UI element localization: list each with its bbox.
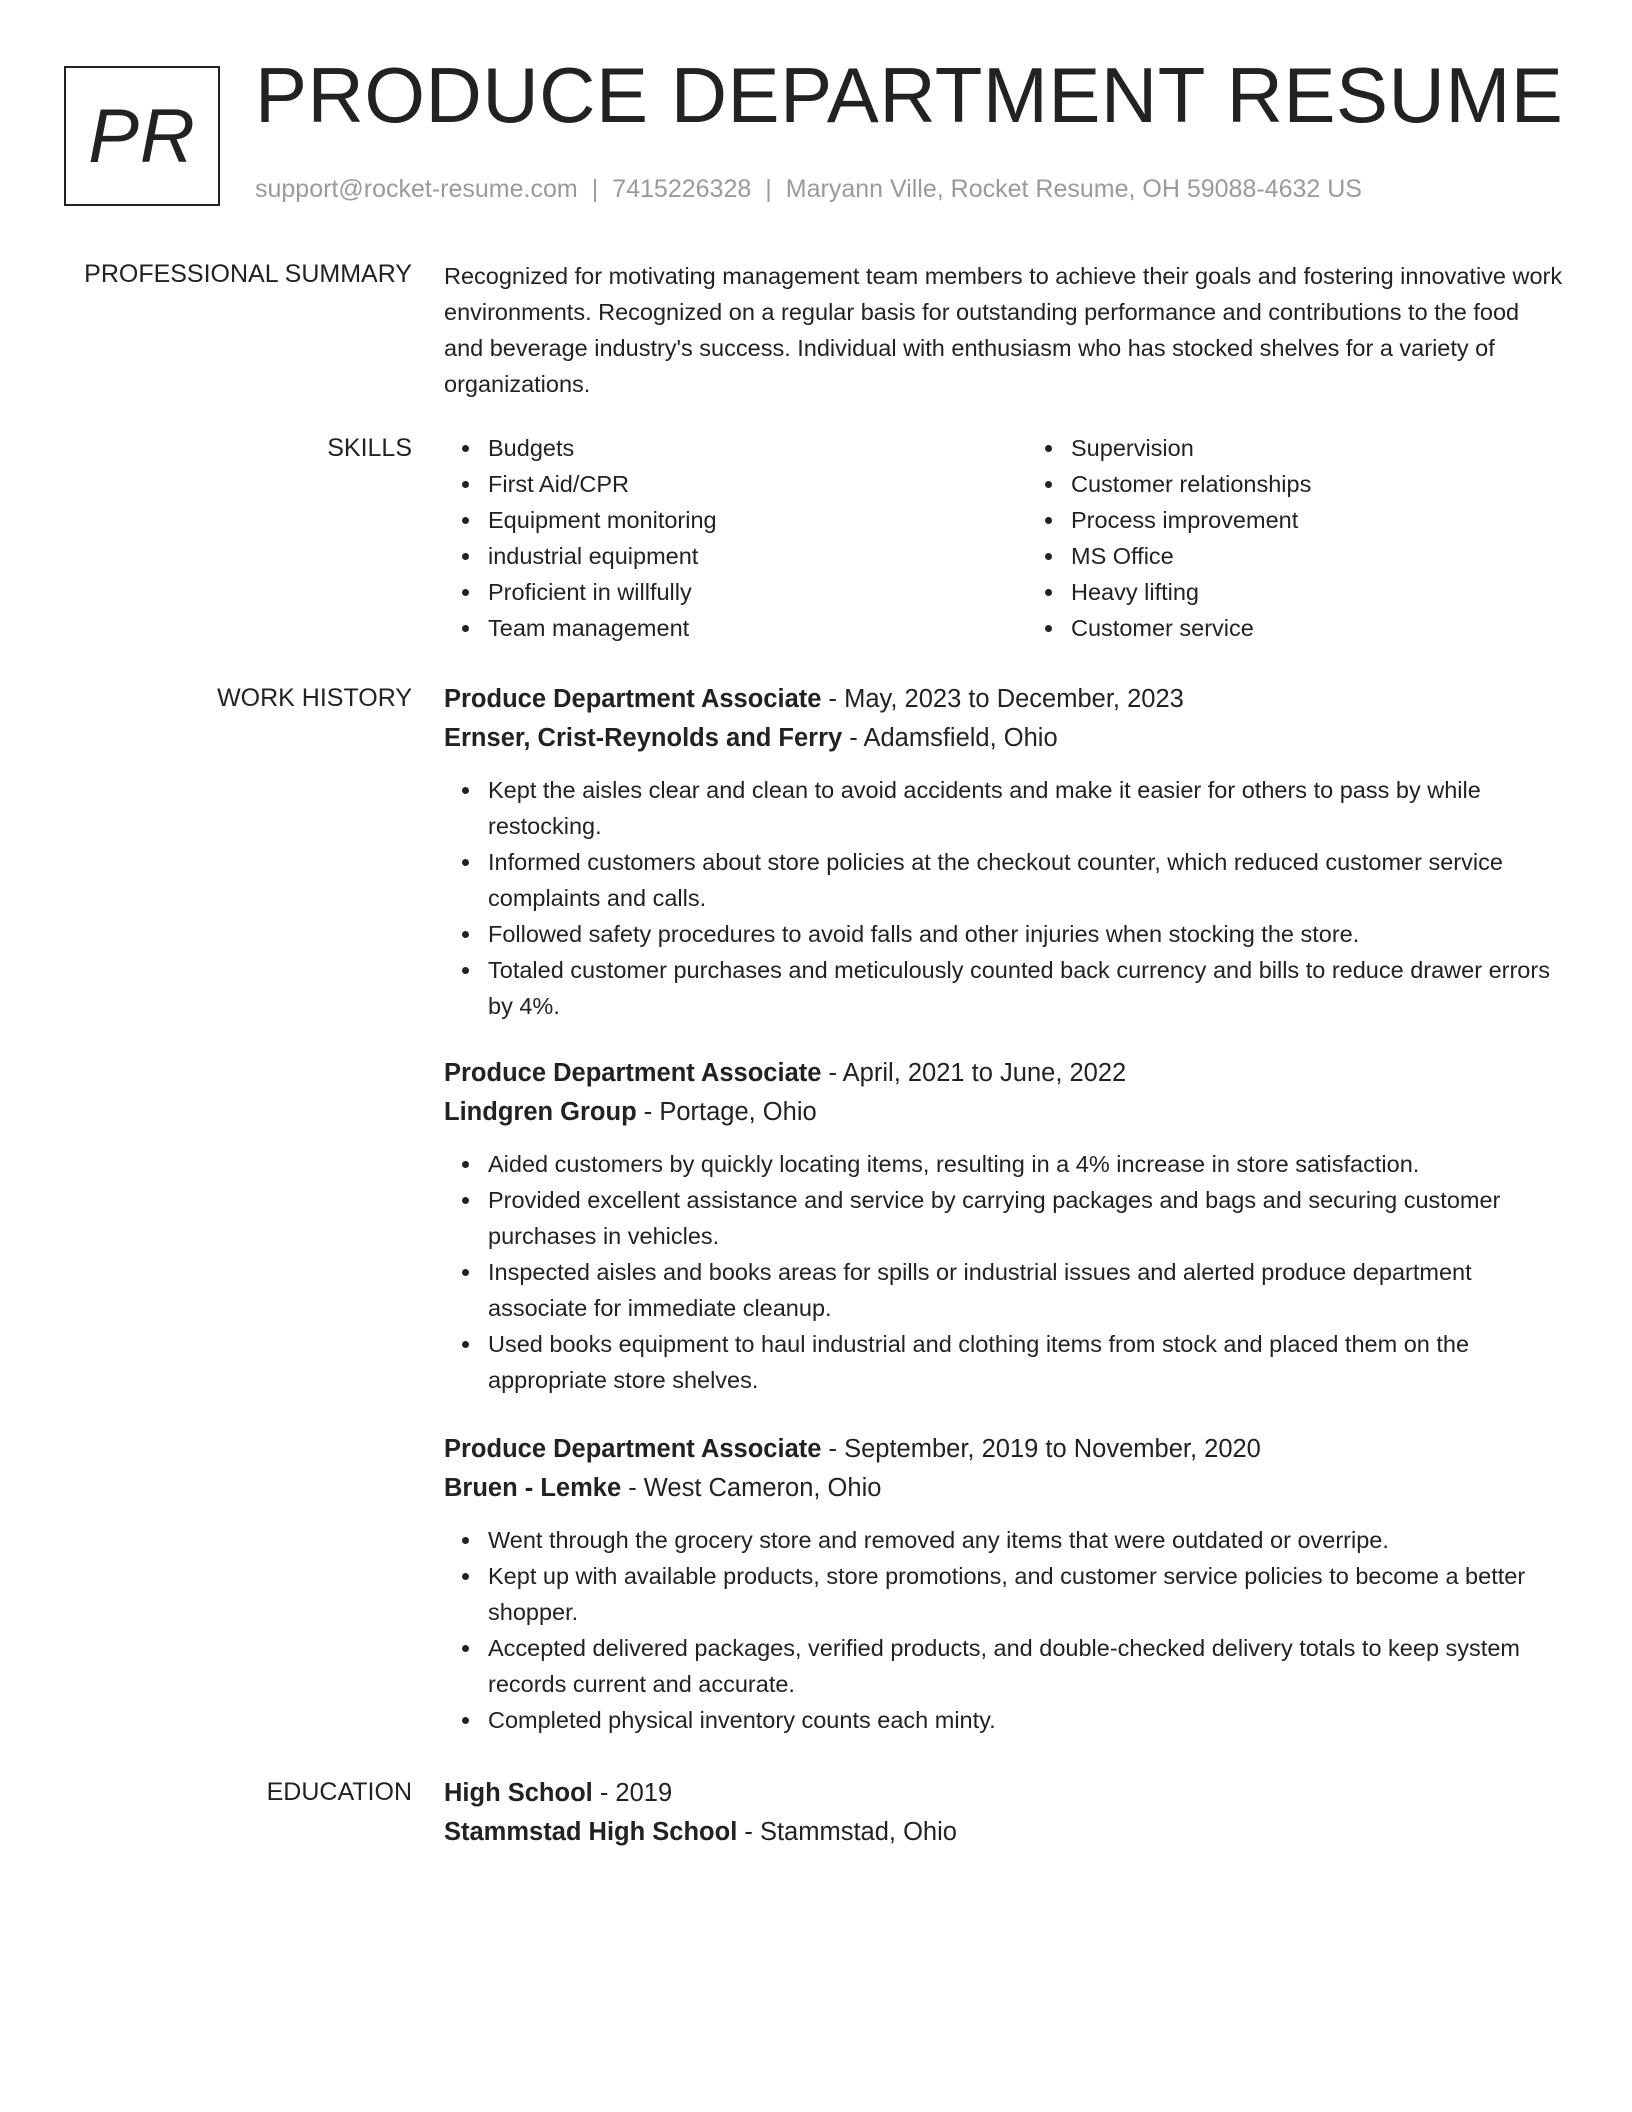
education-school: Stammstad High School	[444, 1818, 738, 1846]
skill-item: Heavy lifting	[1071, 574, 1564, 610]
skill-item: MS Office	[1071, 538, 1564, 574]
skills-list	[444, 430, 1564, 646]
monogram: PR	[64, 66, 220, 206]
job-bullets	[444, 1522, 1564, 1738]
skill-item: Process improvement	[1071, 502, 1564, 538]
skill-item: Budgets	[488, 430, 981, 466]
job-title: Produce Department Associate	[444, 1435, 822, 1463]
job-bullet: Completed physical inventory counts each minty.	[488, 1702, 1564, 1738]
job-bullet: Used books equipment to haul industrial and clothing items from stock and placed them on the appropriate store shelves.	[488, 1326, 1564, 1398]
job-company: Lindgren Group	[444, 1098, 637, 1126]
job-location: - Portage, Ohio	[636, 1098, 817, 1126]
separator: |	[591, 175, 599, 203]
job-location: - Adamsfield, Ohio	[842, 724, 1058, 752]
section-label-summary: PROFESSIONAL SUMMARY	[84, 260, 412, 288]
skill-item: Customer service	[1071, 610, 1564, 646]
job-title-line	[444, 680, 1564, 719]
job-bullet: Informed customers about store policies at the checkout counter, which reduced customer service complaints and calls.	[488, 844, 1564, 916]
job-dates: - April, 2021 to June, 2022	[821, 1059, 1127, 1087]
section-label-work-history: WORK HISTORY	[217, 684, 412, 712]
job-title: Produce Department Associate	[444, 1059, 822, 1087]
job-bullet: Kept the aisles clear and clean to avoid accidents and make it easier for others to pass by while restocking.	[488, 772, 1564, 844]
job-entry	[444, 680, 1564, 1024]
skills-column-left	[444, 430, 981, 646]
job-title: Produce Department Associate	[444, 685, 822, 713]
phone[interactable]: 7415226328	[612, 175, 752, 203]
job-bullet: Kept up with available products, store promotions, and customer service policies to become a better shopper.	[488, 1558, 1564, 1630]
skill-item: industrial equipment	[488, 538, 981, 574]
job-company-line	[444, 1469, 1564, 1508]
job-title-line	[444, 1054, 1564, 1093]
job-company-line	[444, 1093, 1564, 1132]
education-degree: High School	[444, 1779, 593, 1807]
separator: |	[765, 175, 772, 203]
skill-item: First Aid/CPR	[488, 466, 981, 502]
skill-item: Customer relationships	[1071, 466, 1564, 502]
job-dates: - May, 2023 to December, 2023	[821, 685, 1184, 713]
job-bullet: Followed safety procedures to avoid falls and other injuries when stocking the store.	[488, 916, 1564, 952]
job-bullet: Totaled customer purchases and meticulously counted back currency and bills to reduce drawer errors by 4%.	[488, 952, 1564, 1024]
skills-column-right	[1027, 430, 1564, 646]
job-bullets	[444, 1146, 1564, 1398]
education-school-line	[444, 1813, 1564, 1852]
skill-item: Team management	[488, 610, 981, 646]
section-label-skills: SKILLS	[327, 434, 412, 462]
resume-title: PRODUCE DEPARTMENT RESUME	[255, 51, 1564, 139]
skill-item: Equipment monitoring	[488, 502, 981, 538]
education-location: - Stammstad, Ohio	[737, 1818, 957, 1846]
section-label-education: EDUCATION	[266, 1778, 412, 1806]
job-company: Bruen - Lemke	[444, 1474, 622, 1502]
job-bullets	[444, 772, 1564, 1024]
job-bullet: Went through the grocery store and removed any items that were outdated or overripe.	[488, 1522, 1564, 1558]
job-company: Ernser, Crist-Reynolds and Ferry	[444, 724, 843, 752]
job-bullet: Provided excellent assistance and service by carrying packages and bags and securing customer purchases in vehicles.	[488, 1182, 1564, 1254]
job-location: - West Cameron, Ohio	[621, 1474, 882, 1502]
job-entry	[444, 1430, 1564, 1738]
address: Maryann Ville, Rocket Resume, OH 59088-4632 US	[785, 175, 1362, 203]
education-year: - 2019	[592, 1779, 673, 1807]
email[interactable]: support@rocket-resume.com	[255, 175, 578, 203]
education-degree-line	[444, 1774, 1564, 1813]
job-dates: - September, 2019 to November, 2020	[821, 1435, 1261, 1463]
job-entry	[444, 1054, 1564, 1398]
summary-text: Recognized for motivating management team members to achieve their goals and fostering innovative work environments. Recognized on a regular basis for outstanding performance and contributions to the food and beverage industry's success. Individual with enthusiasm who has stocked shelves for a variety of organizations.	[444, 263, 1563, 397]
job-company-line	[444, 719, 1564, 758]
job-bullet: Accepted delivered packages, verified products, and double-checked delivery totals to keep system records current and accurate.	[488, 1630, 1564, 1702]
job-title-line	[444, 1430, 1564, 1469]
skill-item: Proficient in willfully	[488, 574, 981, 610]
contact-line	[255, 174, 1362, 204]
education-entry	[444, 1774, 1564, 1852]
job-bullet: Inspected aisles and books areas for spills or industrial issues and alerted produce department associate for immediate cleanup.	[488, 1254, 1564, 1326]
skill-item: Supervision	[1071, 430, 1564, 466]
job-bullet: Aided customers by quickly locating items, resulting in a 4% increase in store satisfaction.	[488, 1146, 1564, 1182]
